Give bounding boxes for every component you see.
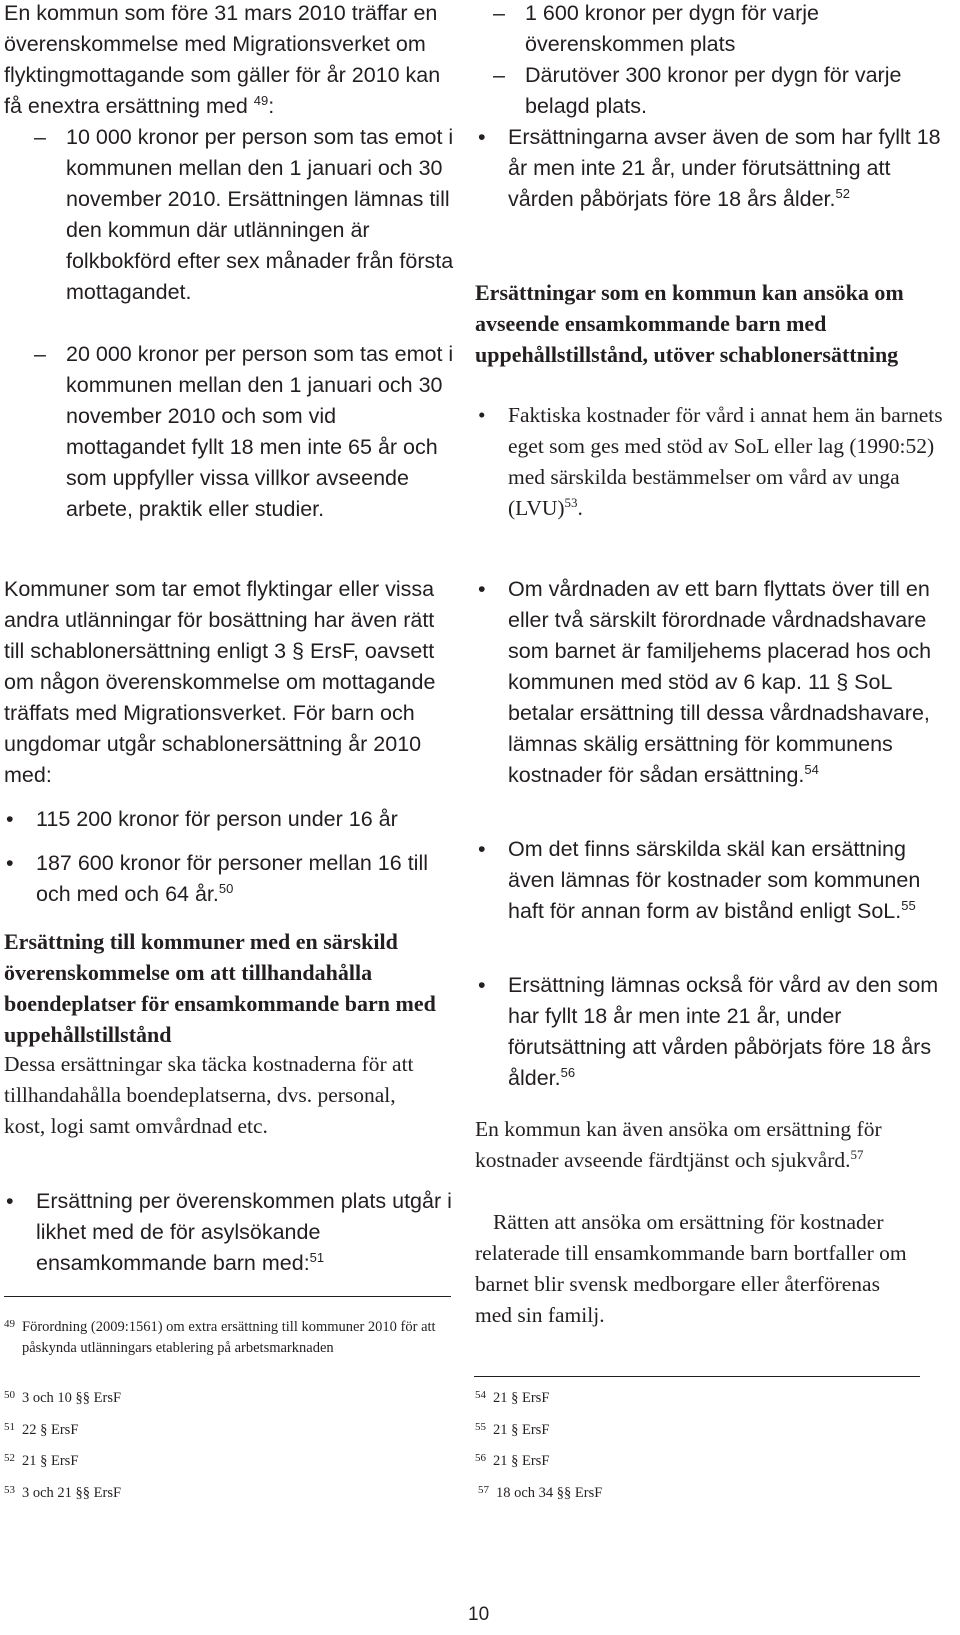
intro-text: En kommun som före 31 mars 2010 träffar en överenskommelse med Migrationsverket om flyktingmottagande som gäller för år 2010 kan få enextra ersättning med — [4, 1, 441, 118]
dash-item — [4, 339, 461, 525]
footnote-text: 21 § ErsF — [22, 1453, 79, 1469]
dash-marker: – — [34, 342, 46, 366]
intro-paragraph — [4, 0, 454, 122]
footnote-text: 21 § ErsF — [493, 1453, 550, 1469]
footnote-number: 56 — [475, 1452, 486, 1464]
footnote-text: 21 § ErsF — [493, 1422, 550, 1438]
bullet-marker: • — [6, 807, 14, 831]
bullet-text-end: . — [577, 496, 583, 520]
footnote-number: 52 — [4, 1452, 15, 1464]
section-heading: Ersättningar som en kommun kan ansöka om avseende ensamkommande barn med uppehållstillstånd, utöver schablonersättning — [475, 280, 904, 367]
dash-item-text: 20 000 kronor per person som tas emot i kommunen mellan den 1 januari och 30 november 2010 och som vid mottagandet fyllt 18 men inte 65 år och som uppfyller vissa villkor avseende arbete, praktik eller studier. — [66, 342, 454, 521]
footnote — [475, 1451, 915, 1472]
dash-item-text: 10 000 kronor per person som tas emot i kommunen mellan den 1 januari och 30 november 2010. Ersättningen lämnas till den kommun där utlänningen är folkbokförd efter sex månader från första mottagandet. — [66, 125, 454, 304]
footnote-number: 49 — [4, 1318, 15, 1330]
bullet-item — [4, 848, 466, 910]
footnote-number: 50 — [4, 1389, 15, 1401]
body-paragraph: Kommuner som tar emot flyktingar eller vissa andra utlänningar för bosättning har även rätt till schablonersättning enligt 3 § ErsF, oavsett om någon överenskommelse om mottagande träffats med Migrationsverket. För barn och ungdomar utgår schablonersättning år 2010 med: — [4, 577, 436, 787]
bullet-item — [4, 804, 466, 835]
bullet-text: Faktiska kostnader för vård i annat hem än barnets eget som ges med stöd av SoL eller lag (1990:52) med särskilda bestämmelser om vård av unga (LVU) — [508, 403, 943, 520]
footnote — [4, 1420, 444, 1441]
dash-marker: – — [493, 1, 505, 25]
bullet-marker: • — [6, 1189, 14, 1213]
footnote-number: 54 — [475, 1389, 486, 1401]
footnote-ref: 49 — [253, 92, 269, 108]
footnote-divider — [474, 1376, 920, 1377]
footnote-number: 55 — [475, 1421, 486, 1433]
paragraph-text: En kommun kan även ansöka om ersättning för kostnader avseende färdtjänst och sjukvård. — [475, 1117, 882, 1172]
bullet-item — [476, 574, 955, 791]
bullet-text: Om det finns särskilda skäl kan ersättning även lämnas för kostnader som kommunen haft för annan form av bistånd enligt SoL. — [508, 837, 921, 923]
bullet-text: Ersättning lämnas också för vård av den som har fyllt 18 år men inte 21 år, under förutsättning att vården påbörjats före 18 års ålder. — [508, 973, 939, 1090]
footnote — [4, 1483, 444, 1504]
body-paragraph: Rätten att ansöka om ersättning för kostnader relaterade till ensamkommande barn bortfaller om barnet blir svensk medborgare eller återförenas med sin familj. — [475, 1210, 907, 1327]
footnote-ref: 50 — [218, 880, 234, 896]
bullet-marker: • — [478, 125, 486, 149]
footnote-ref: 56 — [560, 1064, 576, 1080]
bullet-text: Ersättningarna avser även de som har fyllt 18 år men inte 21 år, under förutsättning att vården påbörjats före 18 års ålder. — [508, 125, 941, 211]
bullet-item — [4, 1186, 466, 1279]
footnote-text: Förordning (2009:1561) om extra ersättning till kommuner 2010 för att påskynda utlänningars etablering på arbetsmarknaden — [22, 1319, 436, 1356]
bullet-marker: • — [478, 577, 486, 601]
bullet-marker: • — [478, 403, 486, 427]
footnote-text: 22 § ErsF — [22, 1422, 79, 1438]
bullet-item — [476, 122, 955, 215]
footnote-text: 18 och 34 §§ ErsF — [496, 1485, 603, 1501]
intro-text-end: : — [268, 94, 275, 118]
bullet-item — [476, 400, 953, 524]
section-heading: Ersättning till kommuner med en särskild överenskommelse om att tillhandahålla boendeplatser för ensamkommande barn med uppehållstillstånd — [4, 929, 436, 1047]
footnote-number: 51 — [4, 1421, 15, 1433]
footnote-ref: 57 — [850, 1146, 864, 1162]
dash-item-text: Därutöver 300 kronor per dygn för varje belagd plats. — [525, 63, 902, 118]
bullet-text: Om vårdnaden av ett barn flyttats över till en eller två särskilt förordnade vårdnadshavare som barnet är familjehems placerad hos och kommunen med stöd av 6 kap. 11 § SoL betalar ersättning till dessa vårdnadshavare, lämnas skälig ersättning för kommunens kostnader för sådan ersättning. — [508, 577, 932, 787]
footnote-ref: 51 — [309, 1249, 325, 1265]
footnote — [475, 1388, 915, 1409]
dash-item — [463, 0, 945, 60]
footnote — [4, 1388, 444, 1409]
footnote-number: 53 — [4, 1484, 15, 1496]
dash-marker: – — [493, 63, 505, 87]
bullet-marker: • — [478, 973, 486, 997]
footnote-ref: 52 — [835, 185, 850, 201]
footnote — [478, 1483, 918, 1504]
footnote-ref: 53 — [564, 494, 578, 510]
footnote-text: 3 och 21 §§ ErsF — [22, 1485, 122, 1501]
footnote-number: 57 — [478, 1484, 489, 1496]
bullet-text: 187 600 kronor för personer mellan 16 till och med och 64 år. — [36, 851, 428, 906]
bullet-marker: • — [478, 837, 486, 861]
bullet-text: Ersättning per överenskommen plats utgår i likhet med de för asylsökande ensamkommande barn med: — [36, 1189, 452, 1275]
footnote-text: 3 och 10 §§ ErsF — [22, 1390, 122, 1406]
footnote — [4, 1451, 444, 1472]
dash-item — [4, 122, 461, 308]
body-paragraph — [475, 1114, 915, 1176]
dash-item-text: 1 600 kronor per dygn för varje överenskommen plats — [525, 1, 819, 56]
bullet-text: 115 200 kronor för person under 16 år — [36, 807, 398, 831]
dash-marker: – — [34, 125, 46, 149]
bullet-item — [476, 970, 948, 1094]
footnote — [4, 1317, 444, 1359]
footnote-text: 21 § ErsF — [493, 1390, 550, 1406]
bullet-marker: • — [6, 851, 14, 875]
footnote — [475, 1420, 915, 1441]
bullet-item — [476, 834, 943, 927]
page-number: 10 — [468, 1604, 490, 1625]
body-paragraph: Dessa ersättningar ska täcka kostnaderna för att tillhandahålla boendeplatserna, dvs. personal, kost, logi samt omvårdnad etc. — [4, 1052, 414, 1138]
footnote-ref: 54 — [804, 761, 819, 777]
footnote-ref: 55 — [901, 897, 916, 913]
footnote-divider — [4, 1296, 451, 1297]
dash-item — [463, 60, 945, 122]
